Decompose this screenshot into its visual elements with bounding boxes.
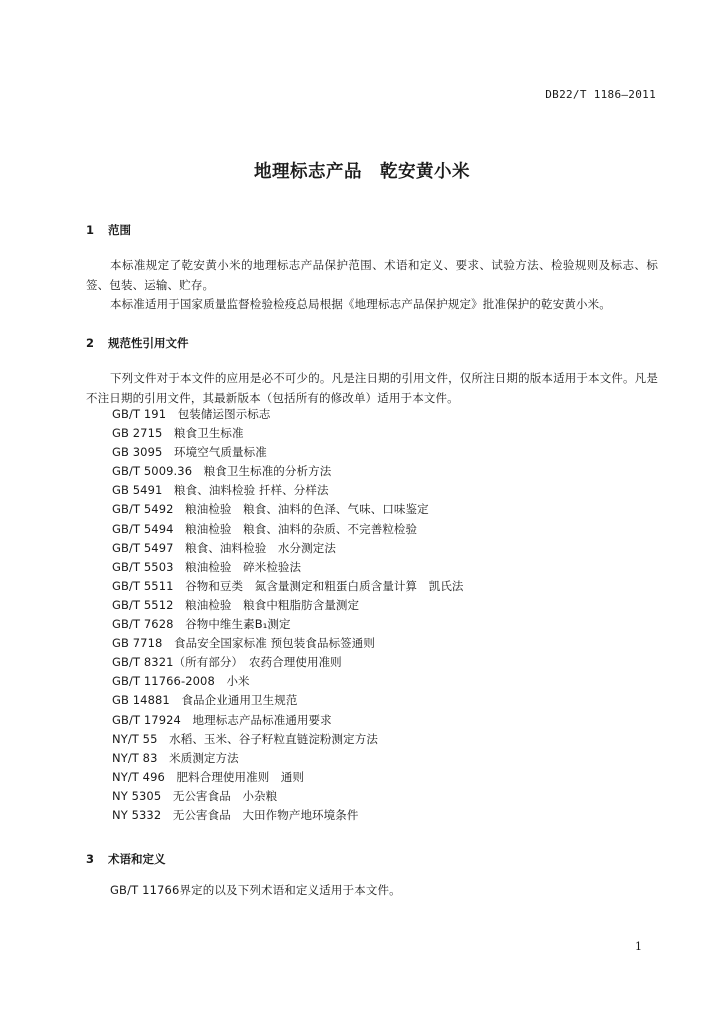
reference-item: NY/T 83 米质测定方法 (112, 750, 239, 765)
section-title: 范围 (108, 223, 131, 237)
reference-item: GB 7718 食品安全国家标准 预包装食品标签通则 (112, 636, 375, 651)
reference-item: GB/T 5009.36 粮食卫生标准的分析方法 (112, 464, 332, 479)
reference-item: GB/T 7628 谷物中维生素B₁测定 (112, 617, 291, 632)
page-number: 1 (635, 940, 642, 953)
section-title: 术语和定义 (108, 852, 166, 866)
reference-item: GB/T 5512 粮油检验 粮食中粗脂肪含量测定 (112, 597, 360, 612)
reference-item: GB/T 17924 地理标志产品标准通用要求 (112, 712, 332, 727)
terms-intro-paragraph: GB/T 11766界定的以及下列术语和定义适用于本文件。 (110, 883, 401, 897)
section-heading-normative-references (86, 335, 189, 351)
reference-item: GB 3095 环境空气质量标准 (112, 445, 267, 460)
scope-paragraph-1: 本标准规定了乾安黄小米的地理标志产品保护范围、术语和定义、要求、试验方法、检验规则及标志、标签、包装、运输、贮存。 (86, 258, 658, 292)
section-title: 规范性引用文件 (108, 336, 189, 350)
reference-item: GB/T 5492 粮油检验 粮食、油料的色泽、气味、口味鉴定 (112, 502, 429, 517)
section-number: 1 (86, 223, 95, 237)
reference-item: GB/T 5503 粮油检验 碎米检验法 (112, 559, 302, 574)
reference-item: GB/T 5494 粮油检验 粮食、油料的杂质、不完善粒检验 (112, 521, 418, 536)
reference-item: GB/T 5511 谷物和豆类 氮含量测定和粗蛋白质含量计算 凯氏法 (112, 578, 464, 593)
reference-item: GB/T 5497 粮食、油料检验 水分测定法 (112, 540, 336, 555)
references-intro-paragraph: 下列文件对于本文件的应用是必不可少的。凡是注日期的引用文件，仅所注日期的版本适用于本文件。凡是不注日期的引用文件，其最新版本（包括所有的修改单）适用于本文件。 (86, 371, 658, 405)
document-title: 地理标志产品 乾安黄小米 (254, 162, 470, 182)
reference-item: GB 5491 粮食、油料检验 扦样、分样法 (112, 483, 329, 498)
section-heading-scope (86, 222, 131, 238)
scope-paragraph-2: 本标准适用于国家质量监督检验检疫总局根据《地理标志产品保护规定》批准保护的乾安黄小米。 (110, 297, 611, 311)
reference-item: GB 14881 食品企业通用卫生规范 (112, 693, 298, 708)
section-heading-terms-and-definitions (86, 851, 166, 867)
reference-item: NY/T 496 肥料合理使用准则 通则 (112, 769, 305, 784)
reference-item: GB/T 191 包装储运图示标志 (112, 407, 271, 421)
reference-item: GB/T 11766-2008 小米 (112, 674, 250, 689)
reference-item: NY 5332 无公害食品 大田作物产地环境条件 (112, 807, 359, 822)
section-number: 2 (86, 336, 95, 350)
reference-item: NY 5305 无公害食品 小杂粮 (112, 788, 278, 803)
reference-item: NY/T 55 水稻、玉米、谷子籽粒直链淀粉测定方法 (112, 731, 378, 746)
reference-item: GB/T 8321（所有部分） 农药合理使用准则 (112, 655, 342, 670)
reference-list (112, 405, 464, 825)
document-code: DB22/T 1186—2011 (545, 88, 656, 101)
reference-item: GB 2715 粮食卫生标准 (112, 426, 244, 441)
section-number: 3 (86, 852, 95, 866)
